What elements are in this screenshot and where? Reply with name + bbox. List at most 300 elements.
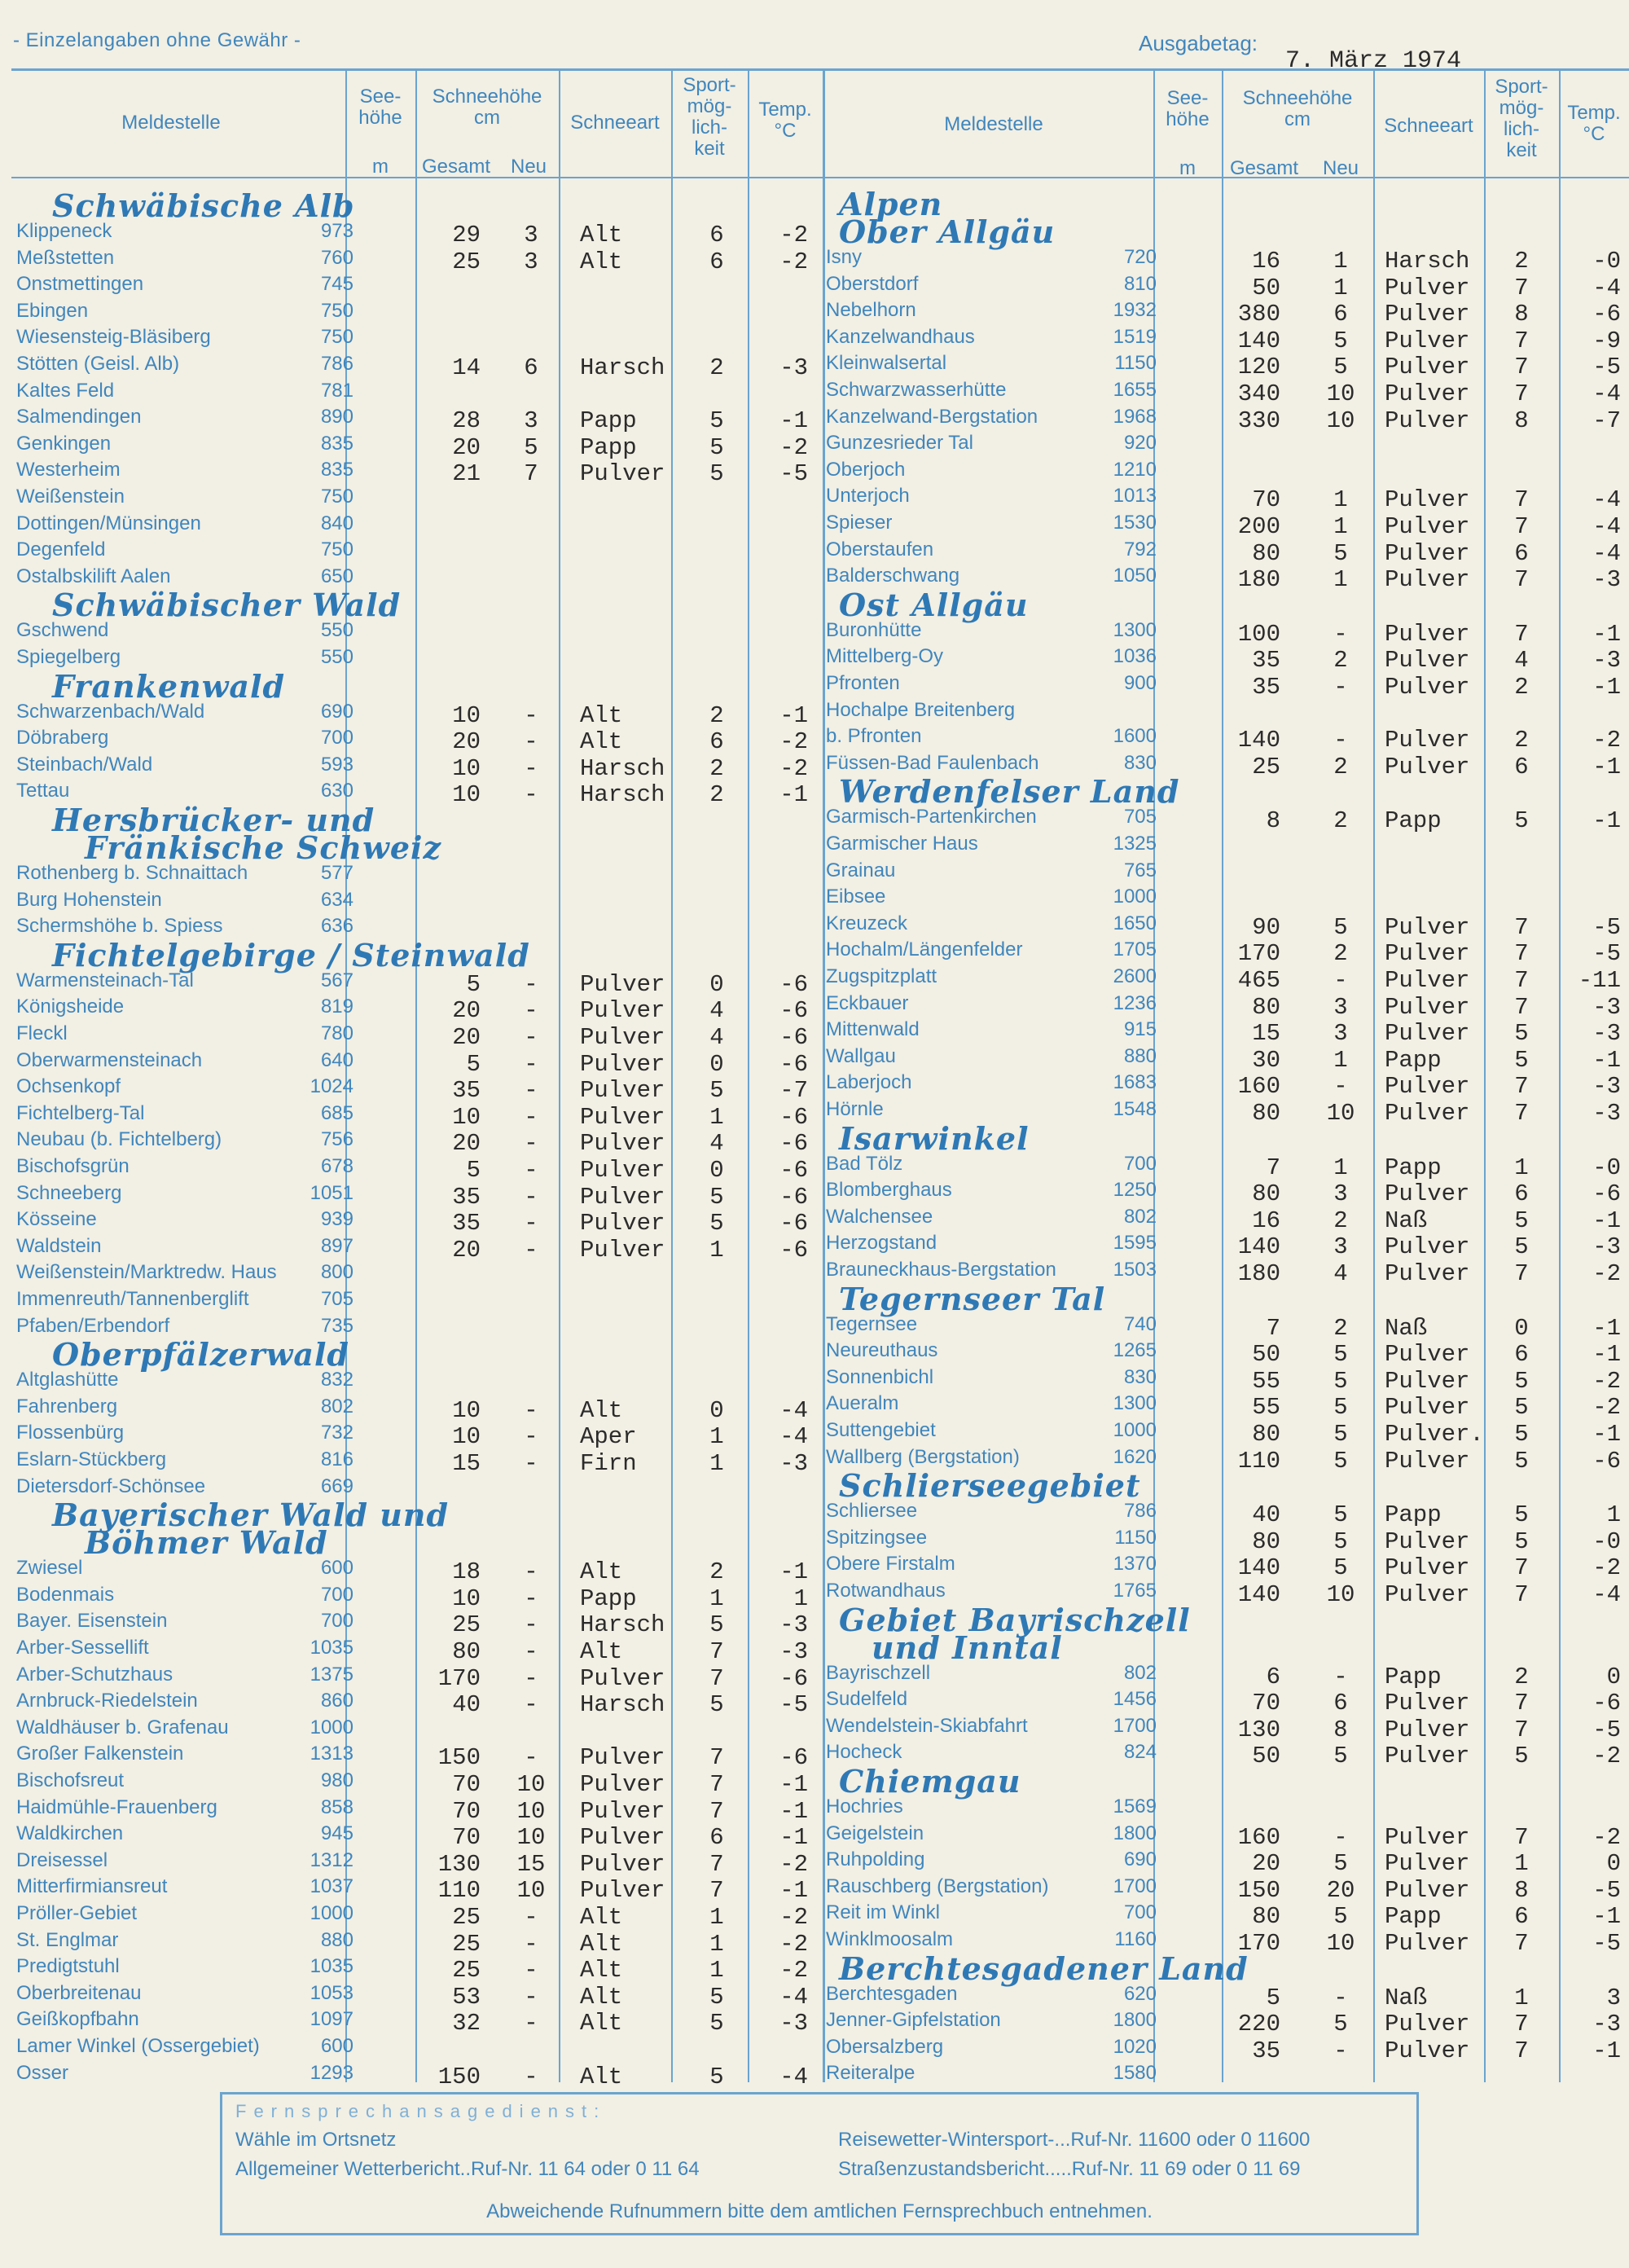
altitude-value: 802 xyxy=(1123,1661,1157,1684)
station-row xyxy=(824,246,1629,275)
sport-value: 7 xyxy=(1514,2037,1529,2064)
snow-new-value: - xyxy=(524,1130,538,1158)
snow-type-value: Pulver xyxy=(1385,1743,1470,1770)
snow-total-value: 10 xyxy=(452,701,481,729)
altitude-value: 720 xyxy=(1123,246,1157,268)
station-row xyxy=(824,1527,1629,1553)
station-row xyxy=(11,1610,823,1639)
region-heading: Böhmer Wald xyxy=(85,1524,328,1562)
station-name: Sudelfeld xyxy=(826,1688,908,1711)
altitude-value: 577 xyxy=(320,862,353,884)
snow-total-value: 20 xyxy=(1252,1850,1280,1878)
station-row xyxy=(11,512,823,538)
station-name: Obersalzberg xyxy=(826,2035,944,2058)
altitude-value: 830 xyxy=(1123,751,1157,774)
snow-total-value: 50 xyxy=(1252,274,1280,301)
snow-type-value: Alt xyxy=(580,1904,623,1931)
sport-value: 6 xyxy=(1514,753,1529,780)
snow-new-value: 10 xyxy=(1326,1100,1355,1127)
snow-new-value: - xyxy=(524,1450,538,1477)
snow-new-value: - xyxy=(524,781,538,809)
temp-value: -2 xyxy=(779,1930,808,1958)
altitude-value: 1968 xyxy=(1113,405,1157,428)
station-name: Fleckl xyxy=(16,1022,68,1044)
temp-value: -6 xyxy=(1592,1180,1621,1208)
left-station-list xyxy=(11,181,823,2090)
station-row xyxy=(11,1557,823,1586)
station-name: Bayer. Eisenstein xyxy=(16,1610,168,1633)
station-name: Grainau xyxy=(826,859,896,881)
region-heading: Fichtelgebirge / Steinwald xyxy=(52,936,530,974)
phone-service-title: Fernsprechansagedienst: xyxy=(235,2101,607,2121)
altitude-value: 630 xyxy=(320,780,353,802)
snow-new-value: - xyxy=(524,1050,538,1078)
snow-total-value: 15 xyxy=(452,1450,481,1477)
station-row xyxy=(11,701,823,727)
snow-total-value: 120 xyxy=(1237,354,1280,381)
snow-total-value: 55 xyxy=(1252,1394,1280,1422)
station-name: Hochalpe Breitenberg xyxy=(826,698,1016,721)
altitude-value: 600 xyxy=(320,1557,353,1580)
altitude-value: 700 xyxy=(1123,1152,1157,1175)
altitude-value: 690 xyxy=(1123,1848,1157,1871)
station-name: Geigelstein xyxy=(826,1822,924,1844)
sport-value: 4 xyxy=(709,1130,724,1158)
station-name: Kösseine xyxy=(16,1208,97,1231)
header-altitude-unit: m xyxy=(372,156,389,178)
snow-type-value: Pulver xyxy=(1385,1073,1470,1101)
station-name: Osser xyxy=(16,2061,69,2084)
snow-new-value: 5 xyxy=(1333,913,1348,941)
altitude-value: 750 xyxy=(320,299,353,322)
sport-value: 7 xyxy=(1514,1554,1529,1582)
sport-value: 7 xyxy=(1514,513,1529,540)
snow-type-value: Pulver xyxy=(1385,647,1470,675)
altitude-value: 765 xyxy=(1123,859,1157,881)
header-altitude: See- höhe xyxy=(358,86,402,129)
altitude-value: 1265 xyxy=(1113,1339,1157,1362)
altitude-value: 1519 xyxy=(1113,325,1157,348)
altitude-value: 700 xyxy=(320,1583,353,1606)
station-name: Pfaben/Erbendorf xyxy=(16,1314,170,1337)
altitude-value: 750 xyxy=(320,326,353,349)
altitude-value: 678 xyxy=(320,1155,353,1177)
snow-new-value: 6 xyxy=(1333,301,1348,328)
region-heading: Bayerischer Wald und xyxy=(52,1497,450,1534)
snow-total-value: 50 xyxy=(1252,1341,1280,1369)
snow-type-value: Pulver xyxy=(1385,1020,1470,1048)
sport-value: 7 xyxy=(1514,1690,1529,1717)
snow-type-value: Pulver xyxy=(1385,1823,1470,1851)
snow-total-value: 35 xyxy=(452,1210,481,1237)
sport-value: 5 xyxy=(1514,1046,1529,1074)
snow-type-value: Pulver xyxy=(1385,674,1470,701)
temp-value: -1 xyxy=(1592,2037,1621,2064)
temp-value: -0 xyxy=(1592,1527,1621,1555)
temp-value: -3 xyxy=(779,1638,808,1665)
snow-total-value: 20 xyxy=(452,1236,481,1264)
snow-new-value: - xyxy=(1333,2037,1348,2064)
snow-new-value: 5 xyxy=(1333,1341,1348,1369)
snow-type-value: Alt xyxy=(580,1638,623,1665)
sport-value: 5 xyxy=(709,1691,724,1719)
temp-value: -6 xyxy=(779,1130,808,1158)
snow-new-value: - xyxy=(524,1236,538,1264)
header-snow-new: Neu xyxy=(510,156,547,178)
temp-value: -11 xyxy=(1578,967,1621,994)
station-name: Ostalbskilift Aalen xyxy=(16,565,171,587)
snow-total-value: 110 xyxy=(1237,1447,1280,1475)
station-name: Schwarzenbach/Wald xyxy=(16,700,205,723)
snow-type-value: Pulver xyxy=(580,1103,665,1131)
temp-value: -4 xyxy=(779,1396,808,1424)
snow-new-value: 1 xyxy=(1333,1046,1348,1074)
snow-total-value: 15 xyxy=(1252,1020,1280,1048)
sport-value: 7 xyxy=(1514,327,1529,354)
station-name: Eibsee xyxy=(826,886,886,908)
altitude-value: 1569 xyxy=(1113,1796,1157,1817)
temp-value: -6 xyxy=(779,1050,808,1078)
snow-total-value: 25 xyxy=(452,1957,481,1984)
altitude-value: 1548 xyxy=(1113,1098,1157,1120)
snow-type-value: Pulver xyxy=(580,1797,665,1825)
station-name: Westerheim xyxy=(16,459,121,481)
station-row xyxy=(11,754,823,780)
snow-total-value: 170 xyxy=(437,1664,481,1692)
snow-new-value: 2 xyxy=(1333,807,1348,835)
sport-value: 5 xyxy=(709,1183,724,1211)
snow-new-value: 1 xyxy=(1333,486,1348,514)
snow-total-value: 25 xyxy=(452,1930,481,1958)
region-heading: Chiemgau xyxy=(839,1763,1021,1800)
snow-total-value: 25 xyxy=(452,1904,481,1931)
snow-type-value: Firn xyxy=(580,1450,637,1477)
station-name: Haidmühle-Frauenberg xyxy=(16,1796,217,1818)
disclaimer: - Einzelangaben ohne Gewähr - xyxy=(13,29,301,51)
snow-new-value: 4 xyxy=(1333,1260,1348,1287)
temp-value: -3 xyxy=(1592,993,1621,1021)
sport-value: 5 xyxy=(1514,1421,1529,1448)
snow-type-value: Pulver xyxy=(1385,1260,1470,1287)
station-name: Eslarn-Stückberg xyxy=(16,1448,167,1470)
header-sport-right: Sport- mög- lich- keit xyxy=(1495,76,1548,161)
station-row xyxy=(11,1981,823,2011)
altitude-value: 1053 xyxy=(310,1981,353,2004)
temp-value: -1 xyxy=(1592,1207,1621,1234)
station-row xyxy=(824,2009,1629,2038)
station-name: Ebingen xyxy=(16,299,89,322)
snow-type-value: Papp xyxy=(580,433,637,461)
region-heading: Frankenwald xyxy=(52,667,286,705)
snow-type-value: Pulver xyxy=(1385,727,1470,754)
snow-new-value: 5 xyxy=(1333,539,1348,567)
sport-value: 5 xyxy=(709,1077,724,1105)
temp-value: -1 xyxy=(1592,1046,1621,1074)
altitude-value: 1800 xyxy=(1113,1822,1157,1844)
station-row xyxy=(11,969,823,996)
snow-total-value: 160 xyxy=(1237,1823,1280,1851)
station-name: Suttengebiet xyxy=(826,1419,936,1441)
temp-value: 0 xyxy=(1606,1663,1621,1690)
temp-value: -3 xyxy=(779,354,808,381)
snow-type-value: Alt xyxy=(580,248,623,275)
snow-type-value: Papp xyxy=(580,1585,637,1612)
snow-new-value: 5 xyxy=(1333,354,1348,381)
snow-total-value: 10 xyxy=(452,1423,481,1451)
temp-value: -1 xyxy=(1592,1341,1621,1369)
temp-value: -1 xyxy=(779,1877,808,1905)
station-row xyxy=(11,1155,823,1184)
sport-value: 5 xyxy=(709,1983,724,2011)
altitude-value: 1325 xyxy=(1113,833,1157,855)
snow-type-value: Pulver xyxy=(580,1850,665,1878)
station-row xyxy=(11,538,823,565)
temp-value: -3 xyxy=(1592,1233,1621,1261)
snow-total-value: 32 xyxy=(452,2010,481,2037)
altitude-value: 1650 xyxy=(1113,912,1157,934)
station-row xyxy=(824,1232,1629,1261)
station-name: Brauneckhaus-Bergstation xyxy=(826,1259,1056,1281)
station-row xyxy=(11,1690,823,1719)
snow-new-value: 10 xyxy=(516,1824,546,1852)
snow-new-value: - xyxy=(524,1664,538,1692)
sport-value: 5 xyxy=(709,1611,724,1639)
snow-type-value: Pulver xyxy=(1385,1876,1470,1904)
altitude-value: 780 xyxy=(320,1022,353,1044)
temp-value: 1 xyxy=(1606,1501,1621,1529)
snow-total-value: 90 xyxy=(1252,913,1280,941)
issue-date: 7. März 1974 xyxy=(1285,47,1462,75)
altitude-value: 2600 xyxy=(1113,965,1157,987)
snow-total-value: 40 xyxy=(1252,1501,1280,1529)
station-row xyxy=(824,1500,1629,1529)
altitude-value: 732 xyxy=(320,1422,353,1444)
station-name: Sonnenbichl xyxy=(826,1365,934,1388)
sport-value: 1 xyxy=(709,1450,724,1477)
station-row xyxy=(11,1181,823,1211)
snow-new-value: 3 xyxy=(1333,1233,1348,1261)
temp-value: -3 xyxy=(1592,1020,1621,1048)
station-name: Pfronten xyxy=(826,672,900,694)
temp-value: -1 xyxy=(1592,620,1621,648)
snow-type-value: Pulver xyxy=(580,1771,665,1798)
altitude-value: 636 xyxy=(320,915,353,938)
snow-new-value: - xyxy=(524,754,538,782)
snow-new-value: 10 xyxy=(1326,1581,1355,1608)
altitude-value: 750 xyxy=(320,486,353,508)
station-name: Wiesensteig-Bläsiberg xyxy=(16,326,211,349)
snow-type-value: Pulver xyxy=(580,1157,665,1184)
altitude-value: 802 xyxy=(1123,1205,1157,1228)
station-row xyxy=(824,1822,1629,1851)
altitude-value: 705 xyxy=(320,1288,353,1310)
altitude-value: 1036 xyxy=(1113,645,1157,668)
station-row xyxy=(11,247,823,273)
phone-line-travel: Reisewetter-Wintersport-...Ruf-Nr. 11600 oder 0 11600 xyxy=(838,2129,1311,2151)
sport-value: 5 xyxy=(1514,1207,1529,1234)
temp-value: -1 xyxy=(779,781,808,809)
snow-type-value: Alt xyxy=(580,1983,623,2011)
temp-value: -5 xyxy=(1592,1716,1621,1743)
station-name: Wendelstein-Skiabfahrt xyxy=(826,1714,1028,1737)
station-name: St. Englmar xyxy=(16,1928,119,1951)
station-name: Bodenmais xyxy=(16,1583,115,1606)
altitude-value: 1000 xyxy=(310,1902,353,1924)
station-name: Kleinwalsertal xyxy=(826,352,947,375)
station-row xyxy=(824,965,1629,994)
altitude-value: 819 xyxy=(320,996,353,1018)
altitude-value: 1375 xyxy=(310,1663,353,1686)
snow-new-value: - xyxy=(1333,1823,1348,1851)
altitude-value: 890 xyxy=(320,406,353,429)
issue-label: Ausgabetag: xyxy=(1139,31,1258,55)
station-row xyxy=(824,538,1629,565)
temp-value: 0 xyxy=(1606,1850,1621,1878)
snow-type-value: Alt xyxy=(580,1957,623,1984)
snow-total-value: 8 xyxy=(1266,807,1280,835)
station-name: Eckbauer xyxy=(826,991,909,1014)
snow-new-value: 2 xyxy=(1333,1207,1348,1234)
station-name: Schermshöhe b. Spiess xyxy=(16,915,223,938)
snow-type-value: Pulver xyxy=(1385,2037,1470,2064)
station-name: Predigtstuhl xyxy=(16,1955,120,1978)
temp-value: -1 xyxy=(779,1797,808,1825)
snow-total-value: 80 xyxy=(1252,1527,1280,1555)
station-row xyxy=(824,406,1629,432)
altitude-value: 816 xyxy=(320,1448,353,1470)
snow-new-value: 5 xyxy=(1333,1527,1348,1555)
station-row xyxy=(824,1848,1629,1878)
snow-new-value: - xyxy=(524,1157,538,1184)
station-row xyxy=(824,485,1629,514)
station-name: Warmensteinach-Tal xyxy=(16,969,194,991)
snow-total-value: 130 xyxy=(1237,1716,1280,1743)
sport-value: 4 xyxy=(709,1024,724,1051)
sport-value: 6 xyxy=(709,248,724,275)
sport-value: 5 xyxy=(709,460,724,488)
temp-value: -4 xyxy=(779,1983,808,2011)
station-row xyxy=(11,220,823,246)
temp-value: -2 xyxy=(1592,1554,1621,1582)
sport-value: 8 xyxy=(1514,407,1529,434)
snow-total-value: 35 xyxy=(452,1077,481,1105)
sport-value: 2 xyxy=(709,354,724,381)
station-name: Lamer Winkel (Ossergebiet) xyxy=(16,2035,260,2057)
snow-new-value: 3 xyxy=(524,407,538,435)
temp-value: -2 xyxy=(1592,1394,1621,1422)
altitude-value: 567 xyxy=(320,969,353,991)
snow-type-value: Papp xyxy=(1385,807,1442,835)
temp-value: -6 xyxy=(1592,1447,1621,1475)
sport-value: 1 xyxy=(709,1585,724,1612)
snow-total-value: 10 xyxy=(452,781,481,809)
station-row xyxy=(824,1796,1629,1822)
sport-value: 7 xyxy=(1514,940,1529,968)
snow-total-value: 30 xyxy=(1252,1046,1280,1074)
station-name: Hörnle xyxy=(826,1098,884,1120)
station-row xyxy=(11,1208,823,1237)
station-row xyxy=(11,1955,823,1984)
station-name: Meßstetten xyxy=(16,246,115,269)
snow-type-value: Papp xyxy=(1385,1501,1442,1529)
sport-value: 7 xyxy=(1514,967,1529,994)
snow-total-value: 5 xyxy=(466,1050,481,1078)
snow-new-value: - xyxy=(524,1210,538,1237)
sport-value: 7 xyxy=(709,1771,724,1798)
temp-value: -3 xyxy=(1592,1100,1621,1127)
station-name: Fahrenberg xyxy=(16,1395,118,1418)
snow-total-value: 25 xyxy=(1252,753,1280,780)
sport-value: 6 xyxy=(1514,1341,1529,1369)
snow-total-value: 200 xyxy=(1237,513,1280,540)
header-snow-depth-right: Schneehöhe cm xyxy=(1242,87,1353,130)
region-heading: Schwäbische Alb xyxy=(52,187,355,224)
snow-total-value: 28 xyxy=(452,407,481,435)
phone-service-box xyxy=(220,2092,1419,2235)
altitude-value: 1097 xyxy=(310,2008,353,2031)
snow-new-value: 1 xyxy=(1333,566,1348,594)
snow-new-value: 5 xyxy=(1333,1367,1348,1395)
station-name: Immenreuth/Tannenberglift xyxy=(16,1288,249,1310)
snow-new-value: - xyxy=(524,1904,538,1931)
station-name: Schwarzwasserhütte xyxy=(826,379,1007,401)
station-row xyxy=(11,862,823,888)
station-row xyxy=(824,1179,1629,1208)
altitude-value: 973 xyxy=(320,220,353,242)
station-name: Flossenbürg xyxy=(16,1422,125,1444)
altitude-value: 858 xyxy=(320,1796,353,1818)
temp-value: -2 xyxy=(1592,727,1621,754)
snow-type-value: Pulver xyxy=(1385,620,1470,648)
altitude-value: 1600 xyxy=(1113,725,1157,748)
station-row xyxy=(11,1664,823,1690)
sport-value: 5 xyxy=(1514,1020,1529,1048)
sport-value: 5 xyxy=(1514,1447,1529,1475)
station-row xyxy=(824,886,1629,912)
snow-total-value: 10 xyxy=(452,1396,481,1424)
temp-value: -5 xyxy=(1592,1876,1621,1904)
snow-total-value: 35 xyxy=(452,1183,481,1211)
station-row xyxy=(824,2036,1629,2062)
temp-value: -3 xyxy=(1592,1073,1621,1101)
snow-type-value: Pulver xyxy=(1385,1394,1470,1422)
region-heading: Berchtesgadener Land xyxy=(839,1949,1249,1987)
sport-value: 1 xyxy=(709,1904,724,1931)
snow-type-value: Pulver xyxy=(1385,301,1470,328)
station-row xyxy=(11,1048,823,1078)
station-name: Kanzelwandhaus xyxy=(826,325,975,348)
station-name: Döbraberg xyxy=(16,727,109,749)
snow-type-value: Pulver xyxy=(1385,1447,1470,1475)
snow-type-value: Pulver xyxy=(580,460,665,488)
snow-new-value: 10 xyxy=(516,1771,546,1798)
sport-value: 7 xyxy=(1514,1930,1529,1957)
altitude-value: 620 xyxy=(1123,1982,1157,2005)
temp-value: -1 xyxy=(779,1771,808,1798)
altitude-value: 1000 xyxy=(1113,886,1157,908)
station-row xyxy=(824,1044,1629,1074)
snow-total-value: 140 xyxy=(1237,1581,1280,1608)
header-snow-total: Gesamt xyxy=(421,156,491,178)
altitude-value: 1037 xyxy=(310,1875,353,1898)
altitude-value: 756 xyxy=(320,1128,353,1151)
station-row xyxy=(824,1312,1629,1342)
snow-type-value: Pulver xyxy=(1385,2011,1470,2038)
region-heading: Schwäbischer Wald xyxy=(52,587,402,624)
sport-value: 5 xyxy=(1514,1527,1529,1555)
sport-value: 7 xyxy=(709,1744,724,1772)
sport-value: 5 xyxy=(709,407,724,435)
